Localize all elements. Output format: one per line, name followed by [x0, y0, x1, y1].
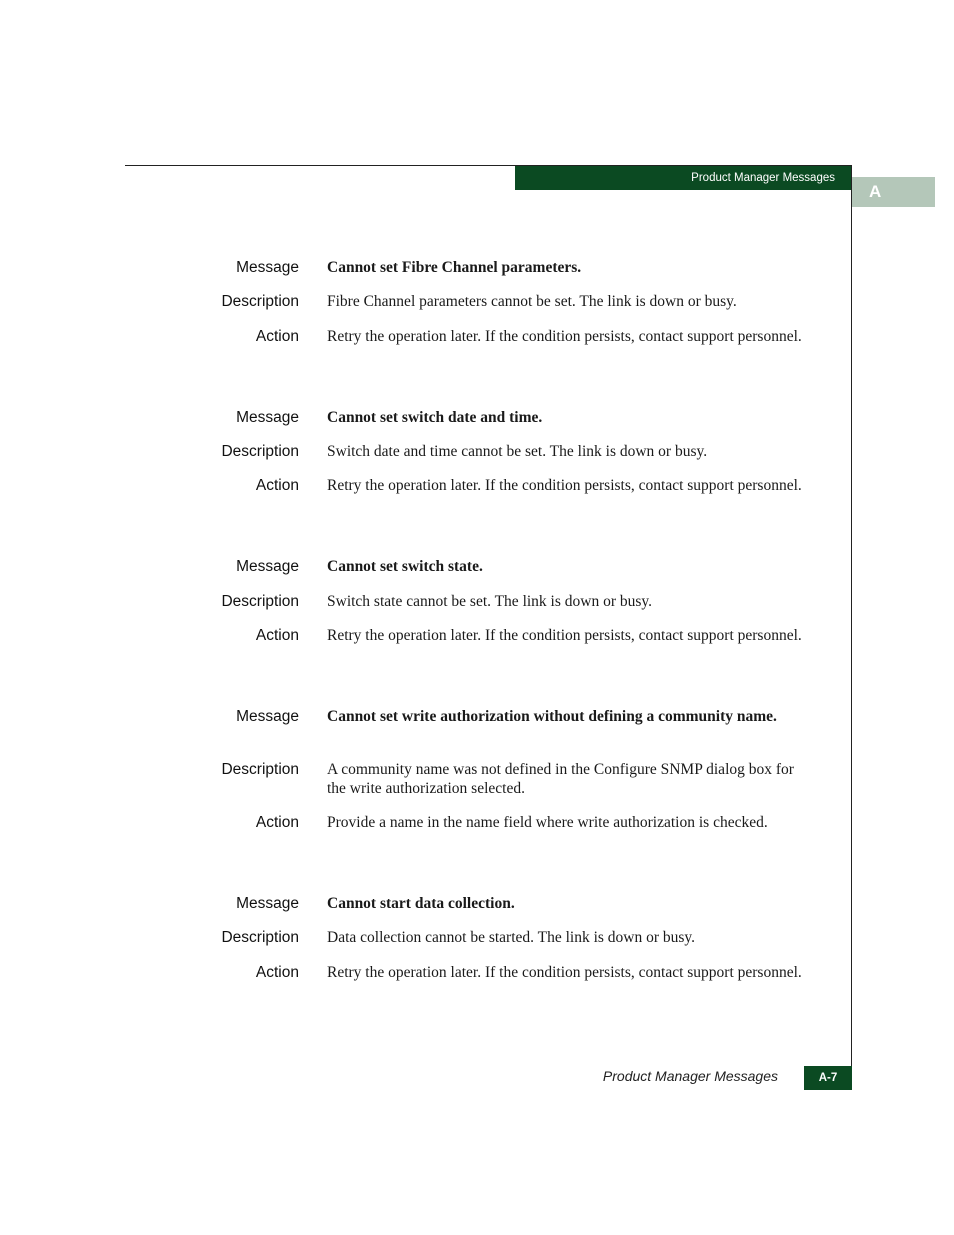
action-label: Action [255, 964, 299, 981]
description-text: A community name was not defined in the Configure SNMP dialog box for the write authorization selected. [327, 761, 794, 797]
description-label: Description [221, 293, 299, 310]
message-text: Cannot set Fibre Channel parameters. [327, 259, 582, 276]
description-text: Fibre Channel parameters cannot be set. The link is down or busy. [327, 293, 737, 310]
description-label: Description [221, 443, 299, 460]
action-label: Action [255, 328, 299, 345]
action-text: Provide a name in the name field where write authorization is checked. [327, 814, 768, 831]
action-label: Action [255, 477, 299, 494]
page-number-text: A-7 [818, 1072, 838, 1084]
description-text: Data collection cannot be started. The link is down or busy. [327, 929, 696, 946]
description-text: Switch date and time cannot be set. The link is down or busy. [327, 443, 708, 460]
action-label: Action [255, 627, 299, 644]
description-text: Switch state cannot be set. The link is down or busy. [327, 593, 653, 610]
message-text: Cannot set switch state. [327, 558, 483, 575]
action-label: Action [255, 814, 299, 831]
page-number [804, 1066, 852, 1090]
message-label: Message [236, 259, 299, 276]
message-text: Cannot set write authorization without defining a community name. [327, 708, 777, 725]
running-header [515, 166, 852, 190]
action-text: Retry the operation later. If the condition persists, contact support personnel. [327, 328, 802, 345]
message-text: Cannot set switch date and time. [327, 409, 543, 426]
message-label: Message [236, 558, 299, 575]
message-text: Cannot start data collection. [327, 895, 515, 912]
message-label: Message [236, 895, 299, 912]
description-label: Description [221, 593, 299, 610]
description-label: Description [221, 761, 299, 778]
action-text: Retry the operation later. If the condition persists, contact support personnel. [327, 627, 802, 644]
description-label: Description [221, 929, 299, 946]
running-header-title: Product Manager Messages [691, 172, 835, 184]
message-label: Message [236, 409, 299, 426]
appendix-tab-letter: A [869, 182, 882, 201]
appendix-tab [852, 177, 935, 207]
action-text: Retry the operation later. If the condition persists, contact support personnel. [327, 477, 802, 494]
message-label: Message [236, 708, 299, 725]
footer-chapter-title: Product Manager Messages [602, 1068, 778, 1084]
action-text: Retry the operation later. If the condition persists, contact support personnel. [327, 964, 802, 981]
right-margin-rule [851, 166, 852, 1090]
